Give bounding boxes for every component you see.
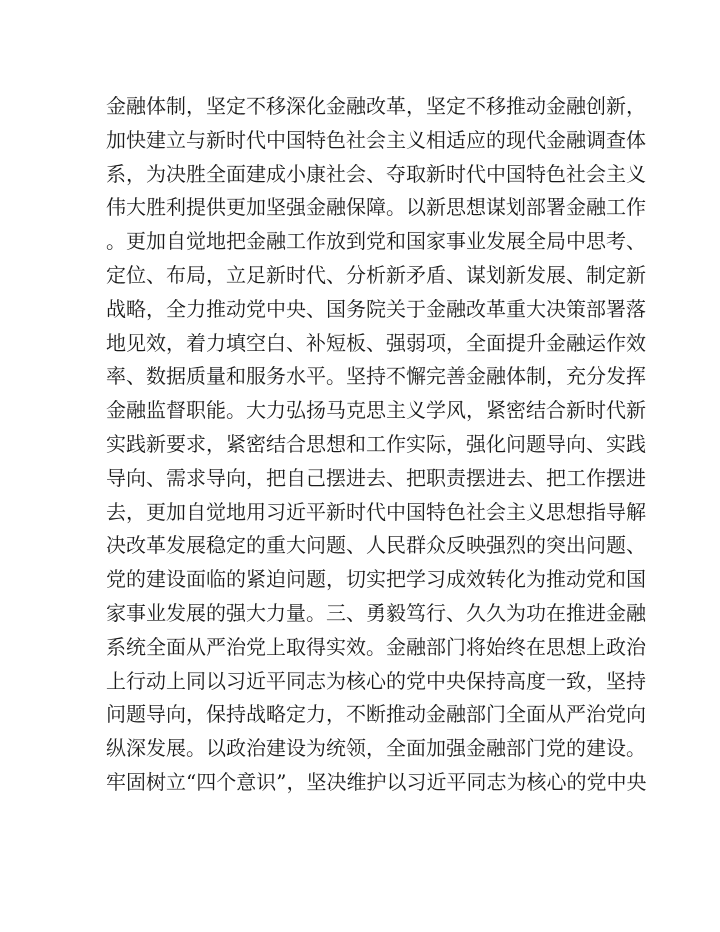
text-line: 纵深发展。以政治建设为统领，全面加强金融部门党的建设。 — [106, 736, 646, 761]
body-text — [106, 90, 647, 800]
text-line: 牢固树立“四个意识”，坚决维护以习近平同志为核心的党中央 — [106, 769, 647, 794]
text-line: 系，为决胜全面建成小康社会、夺取新时代中国特色社会主义 — [106, 161, 646, 186]
text-line: 系统全面从严治党上取得实效。金融部门将始终在思想上政治 — [106, 634, 646, 659]
text-line: 地见效，着力填空白、补短板、强弱项，全面提升金融运作效 — [106, 330, 646, 355]
text-line: 实践新要求，紧密结合思想和工作实际，强化问题导向、实践 — [106, 431, 646, 456]
text-line: 金融体制，坚定不移深化金融改革，坚定不移推动金融创新， — [106, 94, 646, 118]
text-line: 导向、需求导向，把自己摆进去、把职责摆进去、把工作摆进 — [106, 465, 646, 490]
text-line: 伟大胜利提供更加坚强金融保障。以新思想谋划部署金融工作 — [106, 195, 646, 220]
text-line: 去，更加自觉地用习近平新时代中国特色社会主义思想指导解 — [106, 499, 646, 524]
text-line: 上行动上同以习近平同志为核心的党中央保持高度一致，坚持 — [106, 668, 646, 693]
text-line: 率、数据质量和服务水平。坚持不懈完善金融体制，充分发挥 — [106, 364, 646, 389]
text-line: 。更加自觉地把金融工作放到党和国家事业发展全局中思考、 — [106, 229, 646, 254]
text-line: 战略，全力推动党中央、国务院关于金融改革重大决策部署落 — [106, 296, 646, 321]
text-line: 问题导向，保持战略定力，不断推动金融部门全面从严治党向 — [106, 702, 646, 727]
text-line: 金融监督职能。大力弘扬马克思主义学风，紧密结合新时代新 — [106, 398, 646, 423]
text-line: 决改革发展稳定的重大问题、人民群众反映强烈的突出问题、 — [106, 533, 646, 558]
text-line: 党的建设面临的紧迫问题，切实把学习成效转化为推动党和国 — [106, 567, 646, 592]
text-line: 定位、布局，立足新时代、分析新矛盾、谋划新发展、制定新 — [106, 262, 646, 287]
text-line: 家事业发展的强大力量。三、勇毅笃行、久久为功在推进金融 — [106, 600, 646, 625]
text-line: 加快建立与新时代中国特色社会主义相适应的现代金融调查体 — [106, 127, 646, 152]
